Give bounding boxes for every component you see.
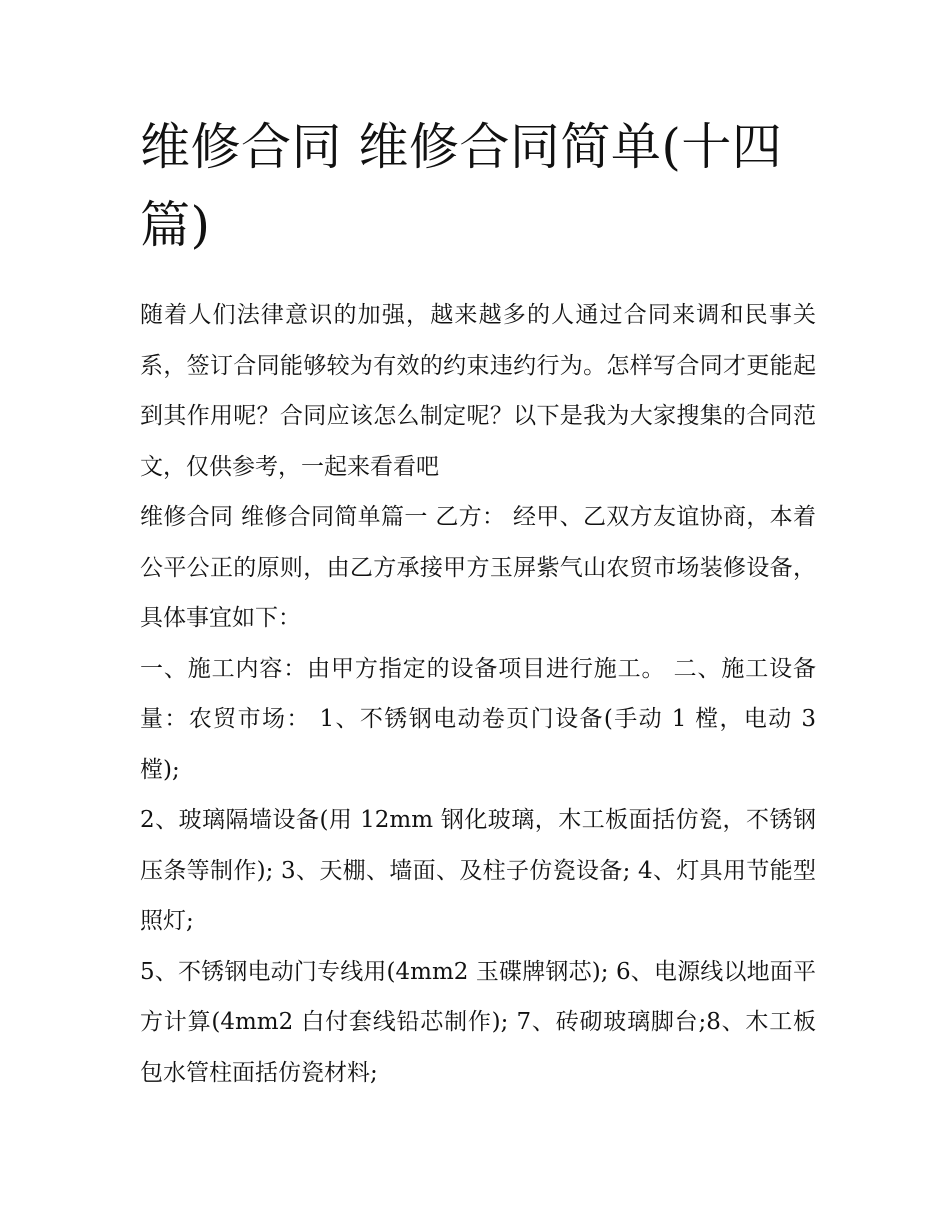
document-title: 维修合同 维修合同简单(十四篇) (140, 118, 783, 254)
contract-intro-paragraph: 维修合同 维修合同简单篇一 乙方： 经甲、乙双方友谊协商，本着公平公正的原则，由乙方承接甲方玉屏紫气山农贸市场装修设备，具体事宜如下： (140, 504, 816, 631)
equipment-list-paragraph-1: 2、玻璃隔墙设备(用 12mm 钢化玻璃，木工板面括仿瓷，不锈钢压条等制作); 3、天棚、墙面、及柱子仿瓷设备; 4、灯具用节能型照灯; (140, 807, 816, 934)
construction-content-paragraph: 一、施工内容：由甲方指定的设备项目进行施工。 二、施工设备量：农贸市场： 1、不锈钢电动卷页门设备(手动 1 樘，电动 3 樘); (140, 655, 816, 783)
intro-paragraph: 随着人们法律意识的加强，越来越多的人通过合同来调和民事关系，签订合同能够较为有效的约束违约行为。怎样写合同才更能起到其作用呢？合同应该怎么制定呢？以下是我为大家搜集的合同范文，仅供参考，一起来看看吧 (140, 302, 816, 480)
equipment-list-paragraph-2: 5、不锈钢电动门专线用(4mm2 玉碟牌钢芯); 6、电源线以地面平方计算(4mm2 白付套线铅芯制作); 7、砖砌玻璃脚台;8、木工板包水管柱面括仿瓷材料; (140, 958, 816, 1086)
document-page (140, 108, 816, 1098)
